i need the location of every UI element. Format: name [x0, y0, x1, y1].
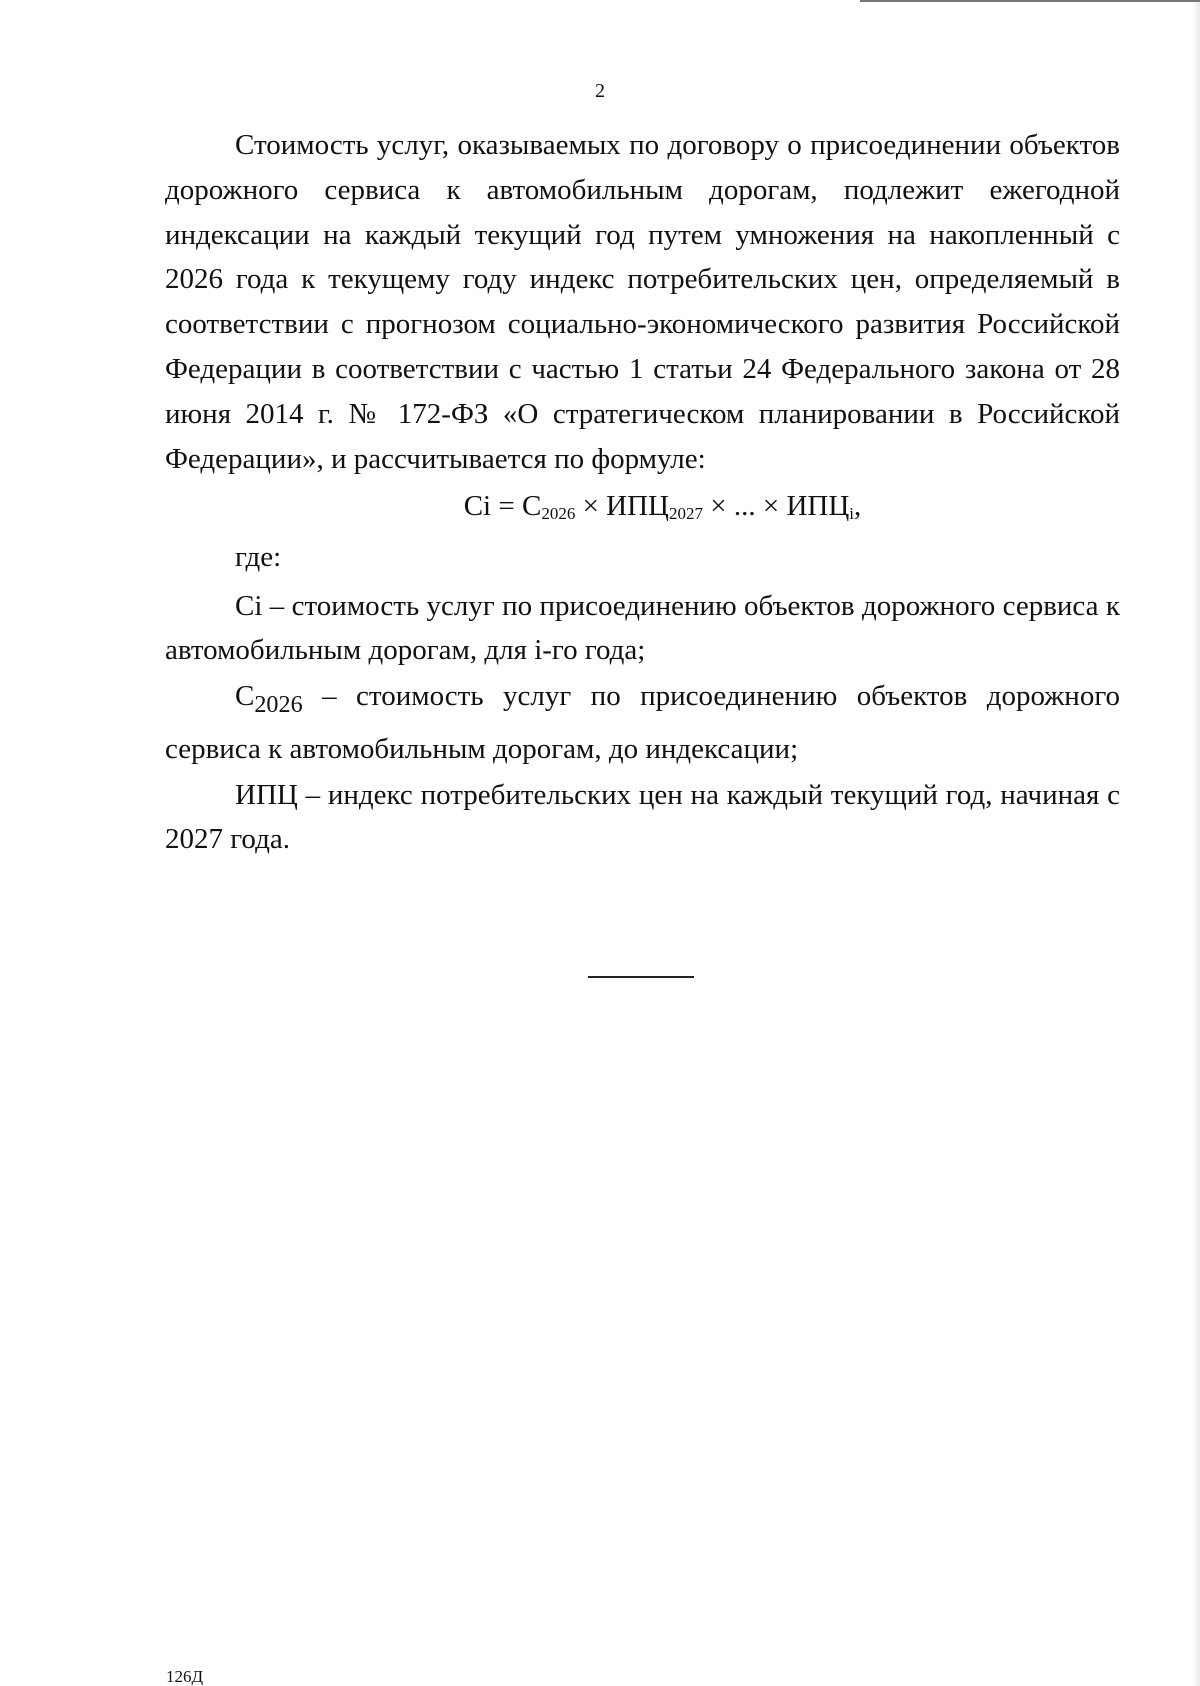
definition-symbol: C: [235, 680, 255, 713]
formula-mid2: × ... × ИПЦ: [703, 490, 850, 523]
formula: [165, 481, 1120, 531]
formula-sub-i: i: [849, 504, 855, 524]
definition-ci: [165, 584, 1120, 672]
formula-lhs: Ci = C: [463, 490, 542, 523]
definition-text: – стоимость услуг по присоединению объектов дорожного сервиса к автомобильным дорогам, до индексации;: [165, 680, 1120, 765]
page-number: 2: [595, 80, 605, 102]
scan-edge: [1192, 0, 1200, 1686]
definition-symbol: ИПЦ: [235, 778, 298, 811]
definition-text: – стоимость услуг по присоединению объектов дорожного сервиса к автомобильным дорогам, для i-го года;: [165, 590, 1120, 667]
document-body: [165, 123, 1120, 861]
definition-symbol-sub: 2026: [254, 690, 303, 718]
definition-c2026: [165, 674, 1120, 771]
formula-sub-2026: 2026: [541, 504, 576, 524]
formula-mid1: × ИПЦ: [575, 490, 669, 523]
main-paragraph: Стоимость услуг, оказываемых по договору о присоединении объектов дорожного сервиса к автомобильным дорогам, подлежит ежегодной индексации на каждый текущий год путем умножения на накопленный с 2026 года к текущему году индекс потребительских цен, определяемый в соответствии с прогнозом социально-экономического развития Российской Федерации в соответствии с частью 1 статьи 24 Федерального закона от 28 июня 2014 г. № 172-ФЗ «О стратегическом планировании в Российской Федерации», и рассчитывается по формуле:: [165, 129, 1120, 475]
definition-ipc: [165, 773, 1120, 861]
footer-code: 126Д: [166, 1667, 204, 1686]
scan-top-line: [860, 0, 1200, 2]
end-of-text-rule: [588, 976, 694, 978]
formula-tail: ,: [854, 490, 862, 523]
definition-text: – индекс потребительских цен на каждый текущий год, начиная с 2027 года.: [165, 778, 1120, 855]
where-label: где:: [235, 541, 282, 574]
definition-symbol: Ci: [235, 590, 263, 623]
formula-sub-2027: 2027: [669, 504, 703, 524]
